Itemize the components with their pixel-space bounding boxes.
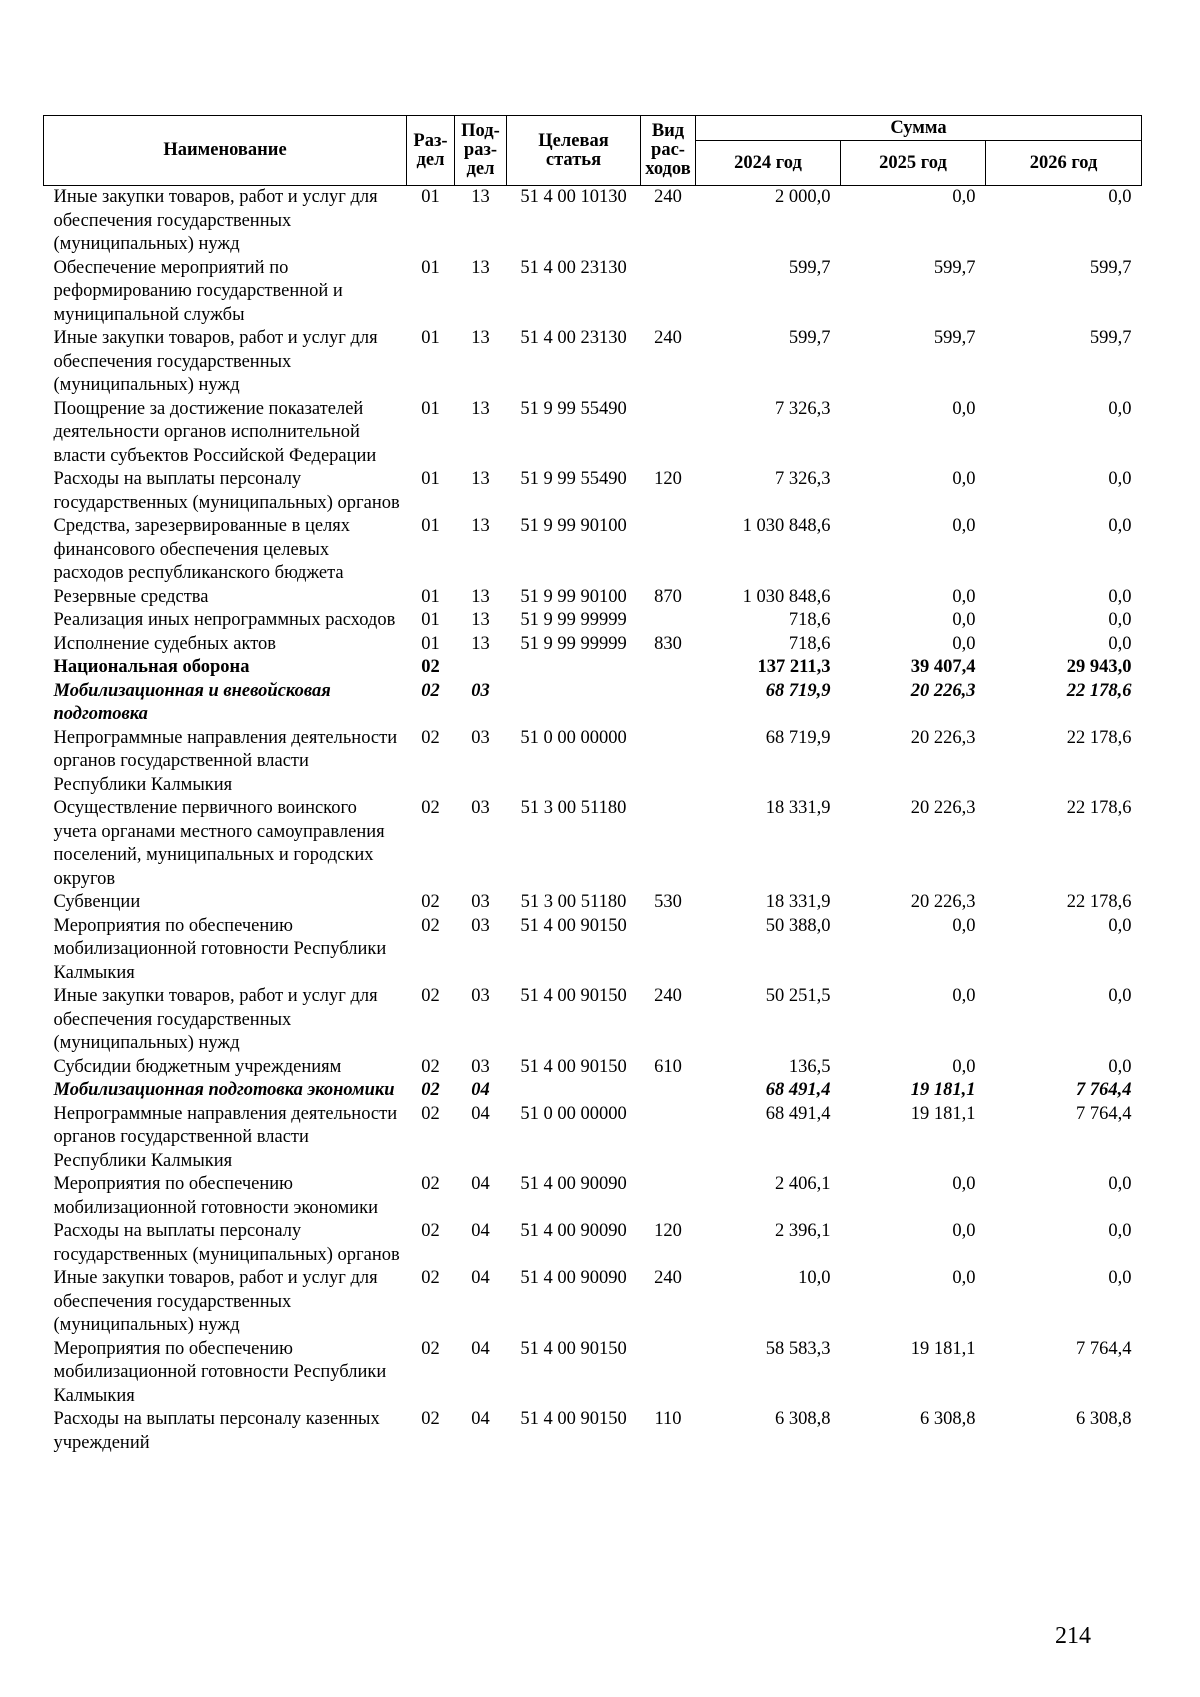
row-target: 51 9 99 99999	[520, 610, 627, 630]
row-sum-2025: 20 226,3	[910, 727, 976, 748]
row-razdel: 02	[421, 986, 440, 1006]
row-podrazdel: 13	[471, 257, 490, 278]
table-row	[44, 1220, 1142, 1267]
row-sum-2024: 58 583,3	[765, 1338, 831, 1359]
row-target: 51 4 00 90150	[520, 1338, 627, 1359]
row-sum-2024: 68 491,4	[765, 1103, 831, 1124]
row-podrazdel: 13	[471, 328, 490, 348]
row-sum-2024: 7 326,3	[775, 398, 831, 419]
table-row	[44, 797, 1142, 891]
row-name: Мероприятия по обеспечению мобилизационной готовности Республики Калмыкия	[53, 915, 387, 983]
header-vid: Вид рас- ходов	[641, 116, 696, 186]
row-sum-2026: 0,0	[1108, 586, 1132, 607]
table-row	[44, 1056, 1142, 1080]
row-vid: 240	[654, 328, 682, 348]
row-podrazdel: 13	[471, 633, 490, 654]
row-sum-2024: 68 719,9	[765, 680, 831, 701]
table-row	[44, 257, 1142, 328]
row-sum-2024: 2 406,1	[775, 1174, 831, 1194]
budget-table	[43, 115, 1142, 1455]
row-vid: 610	[654, 1056, 682, 1077]
row-name: Исполнение судебных актов	[53, 633, 277, 654]
row-target: 51 4 00 23130	[520, 257, 627, 278]
header-target: Целевая статья	[507, 116, 641, 186]
row-podrazdel: 03	[471, 680, 490, 701]
row-target	[507, 1079, 641, 1103]
table-row	[44, 1173, 1142, 1220]
row-vid	[641, 1173, 696, 1220]
page-number: 214	[1055, 1623, 1091, 1649]
row-sum-2026: 7 764,4	[1076, 1103, 1132, 1124]
row-name: Мероприятия по обеспечению мобилизационной готовности Республики Калмыкия	[53, 1338, 387, 1406]
row-name: Средства, зарезервированные в целях финансового обеспечения целевых расходов республиканского бюджета	[53, 516, 351, 583]
table-row	[44, 1103, 1142, 1174]
row-sum-2024: 718,6	[788, 610, 831, 630]
row-sum-2026: 0,0	[1108, 610, 1132, 630]
row-sum-2024: 68 491,4	[765, 1080, 831, 1100]
row-name: Расходы на выплаты персоналу казенных учреждений	[53, 1409, 380, 1453]
row-sum-2026: 0,0	[1108, 986, 1132, 1006]
table-body	[44, 186, 1142, 1456]
table-row	[44, 1408, 1142, 1455]
row-podrazdel: 04	[471, 1080, 490, 1100]
table-row	[44, 1267, 1142, 1338]
row-sum-2026: 22 178,6	[1066, 892, 1132, 912]
row-podrazdel: 03	[471, 798, 490, 818]
row-name: Непрограммные направления деятельности органов государственной власти Республики Калмыкия	[53, 1103, 398, 1171]
row-podrazdel: 04	[471, 1221, 490, 1241]
row-podrazdel: 03	[471, 986, 490, 1006]
row-razdel: 02	[421, 657, 440, 677]
row-vid	[641, 727, 696, 798]
table-row	[44, 609, 1142, 633]
row-sum-2025: 0,0	[952, 1221, 976, 1241]
table-row	[44, 1338, 1142, 1409]
table-row	[44, 633, 1142, 657]
row-sum-2026: 0,0	[1108, 1056, 1132, 1077]
header-2024: 2024 год	[696, 141, 841, 186]
row-sum-2026: 22 178,6	[1066, 727, 1132, 748]
row-name: Субсидии бюджетным учреждениям	[53, 1056, 342, 1077]
row-target: 51 4 00 90150	[520, 915, 627, 936]
row-name: Расходы на выплаты персоналу государственных (муниципальных) органов	[53, 469, 400, 513]
row-razdel: 01	[421, 586, 440, 607]
row-sum-2026: 0,0	[1108, 915, 1132, 936]
row-vid	[641, 1079, 696, 1103]
row-target: 51 4 00 90150	[520, 1409, 627, 1429]
row-vid	[641, 1103, 696, 1174]
row-target: 51 3 00 51180	[520, 892, 627, 912]
row-podrazdel: 13	[471, 516, 490, 536]
row-target: 51 9 99 90100	[520, 586, 627, 607]
row-razdel: 02	[421, 1080, 440, 1100]
row-sum-2026: 0,0	[1108, 398, 1132, 419]
row-name: Расходы на выплаты персоналу государственных (муниципальных) органов	[53, 1221, 400, 1265]
row-sum-2024: 7 326,3	[775, 469, 831, 489]
row-target: 51 4 00 10130	[520, 187, 627, 207]
row-vid: 120	[654, 469, 682, 489]
row-target: 51 0 00 00000	[520, 1103, 627, 1124]
row-sum-2025: 19 181,1	[910, 1103, 976, 1124]
row-vid: 240	[654, 187, 682, 207]
row-vid	[641, 680, 696, 727]
row-sum-2024: 137 211,3	[757, 657, 831, 677]
row-vid: 120	[654, 1221, 682, 1241]
header-sum: Сумма	[696, 116, 1142, 141]
row-sum-2026: 599,7	[1089, 328, 1132, 348]
row-target	[507, 680, 641, 727]
row-podrazdel	[455, 656, 507, 680]
row-razdel: 01	[421, 187, 440, 207]
row-vid	[641, 609, 696, 633]
row-name: Иные закупки товаров, работ и услуг для обеспечения государственных (муниципальных) нужд	[53, 328, 378, 395]
row-name: Мероприятия по обеспечению мобилизационной готовности экономики	[53, 1174, 378, 1218]
row-sum-2024: 599,7	[788, 257, 831, 278]
row-podrazdel: 04	[471, 1103, 490, 1124]
row-target: 51 9 99 90100	[520, 516, 627, 536]
row-sum-2024: 136,5	[788, 1056, 831, 1077]
row-sum-2025: 6 308,8	[920, 1409, 976, 1429]
row-podrazdel: 03	[471, 892, 490, 912]
row-name: Иные закупки товаров, работ и услуг для обеспечения государственных (муниципальных) нужд	[53, 187, 378, 254]
row-sum-2024: 599,7	[788, 328, 831, 348]
row-vid: 240	[654, 1268, 682, 1288]
header-razdel: Раз- дел	[407, 116, 455, 186]
row-razdel: 02	[421, 1174, 440, 1194]
table-row	[44, 915, 1142, 986]
row-sum-2025: 0,0	[952, 1174, 976, 1194]
header-2026: 2026 год	[986, 141, 1142, 186]
row-name: Мобилизационная и вневойсковая подготовка	[53, 680, 331, 724]
row-name: Иные закупки товаров, работ и услуг для обеспечения государственных (муниципальных) нужд	[53, 1268, 378, 1335]
row-razdel: 01	[421, 257, 440, 278]
row-sum-2025: 0,0	[952, 469, 976, 489]
table-row	[44, 985, 1142, 1056]
row-target: 51 0 00 00000	[520, 727, 627, 748]
row-sum-2026: 0,0	[1108, 469, 1132, 489]
table-header	[44, 116, 1142, 186]
row-razdel: 02	[421, 892, 440, 912]
row-name: Мобилизационная подготовка экономики	[53, 1080, 395, 1100]
row-sum-2024: 1 030 848,6	[742, 586, 831, 607]
row-podrazdel: 13	[471, 469, 490, 489]
row-razdel: 02	[421, 727, 440, 748]
row-sum-2025: 599,7	[933, 328, 976, 348]
row-sum-2026: 0,0	[1108, 516, 1132, 536]
row-target: 51 4 00 90090	[520, 1221, 627, 1241]
row-sum-2025: 0,0	[952, 633, 976, 654]
row-razdel: 01	[421, 610, 440, 630]
row-sum-2026: 7 764,4	[1076, 1338, 1132, 1359]
table-row	[44, 186, 1142, 257]
row-name: Национальная оборона	[53, 657, 250, 677]
row-sum-2026: 599,7	[1089, 257, 1132, 278]
row-podrazdel: 13	[471, 398, 490, 419]
row-podrazdel: 04	[471, 1174, 490, 1194]
row-sum-2025: 39 407,4	[910, 657, 976, 677]
row-sum-2024: 50 388,0	[765, 915, 831, 936]
row-target: 51 3 00 51180	[520, 798, 627, 818]
row-podrazdel: 13	[471, 610, 490, 630]
header-name: Наименование	[44, 116, 407, 186]
row-razdel: 02	[421, 1268, 440, 1288]
row-sum-2024: 2 396,1	[775, 1221, 831, 1241]
row-razdel: 02	[421, 1103, 440, 1124]
row-podrazdel: 04	[471, 1338, 490, 1359]
row-sum-2024: 10,0	[798, 1268, 831, 1288]
row-razdel: 02	[421, 1338, 440, 1359]
row-vid	[641, 515, 696, 586]
row-sum-2025: 0,0	[952, 915, 976, 936]
budget-table-container	[43, 115, 1141, 1455]
row-sum-2026: 0,0	[1108, 187, 1132, 207]
row-sum-2025: 19 181,1	[910, 1338, 976, 1359]
row-sum-2025: 0,0	[952, 398, 976, 419]
row-vid: 530	[654, 892, 682, 912]
row-target	[507, 656, 641, 680]
row-podrazdel: 04	[471, 1268, 490, 1288]
row-sum-2025: 599,7	[933, 257, 976, 278]
row-sum-2025: 0,0	[952, 610, 976, 630]
row-razdel: 02	[421, 798, 440, 818]
row-sum-2025: 19 181,1	[910, 1080, 976, 1100]
row-sum-2025: 20 226,3	[910, 892, 976, 912]
header-podrazdel: Под- раз- дел	[455, 116, 507, 186]
row-name: Реализация иных непрограммных расходов	[53, 610, 396, 630]
row-sum-2025: 20 226,3	[910, 798, 976, 818]
row-podrazdel: 03	[471, 727, 490, 748]
row-sum-2024: 718,6	[788, 633, 831, 654]
row-sum-2024: 2 000,0	[775, 187, 831, 207]
row-sum-2024: 18 331,9	[765, 798, 831, 818]
row-razdel: 02	[421, 915, 440, 936]
row-sum-2025: 0,0	[952, 1056, 976, 1077]
row-sum-2025: 0,0	[952, 1268, 976, 1288]
row-vid	[641, 797, 696, 891]
row-sum-2026: 0,0	[1108, 633, 1132, 654]
row-target: 51 4 00 90150	[520, 986, 627, 1006]
row-razdel: 01	[421, 328, 440, 348]
row-sum-2024: 68 719,9	[765, 727, 831, 748]
row-sum-2026: 0,0	[1108, 1174, 1132, 1194]
table-row	[44, 1079, 1142, 1103]
table-row	[44, 727, 1142, 798]
row-razdel: 02	[421, 1409, 440, 1429]
row-name: Субвенции	[53, 892, 141, 912]
row-vid	[641, 257, 696, 328]
table-row	[44, 468, 1142, 515]
row-name: Иные закупки товаров, работ и услуг для обеспечения государственных (муниципальных) нужд	[53, 986, 378, 1053]
row-sum-2025: 0,0	[952, 516, 976, 536]
row-vid: 870	[654, 586, 682, 607]
row-target: 51 4 00 90090	[520, 1174, 627, 1194]
row-name: Непрограммные направления деятельности органов государственной власти Республики Калмыкия	[53, 727, 398, 795]
row-razdel: 01	[421, 633, 440, 654]
table-row	[44, 891, 1142, 915]
row-name: Резервные средства	[53, 586, 209, 607]
row-sum-2024: 6 308,8	[775, 1409, 831, 1429]
row-podrazdel: 13	[471, 187, 490, 207]
row-name: Осуществление первичного воинского учета органами местного самоуправления поселений, муниципальных и городских округов	[53, 798, 385, 889]
row-podrazdel: 04	[471, 1409, 490, 1429]
row-vid	[641, 398, 696, 469]
row-sum-2024: 50 251,5	[765, 986, 831, 1006]
row-sum-2024: 18 331,9	[765, 892, 831, 912]
row-target: 51 4 00 23130	[520, 328, 627, 348]
row-podrazdel: 03	[471, 915, 490, 936]
row-vid: 830	[654, 633, 682, 654]
row-sum-2026: 22 178,6	[1066, 798, 1132, 818]
row-target: 51 4 00 90150	[520, 1056, 627, 1077]
row-name: Поощрение за достижение показателей деятельности органов исполнительной власти субъектов Российской Федерации	[53, 398, 377, 466]
row-razdel: 02	[421, 1056, 440, 1077]
table-row	[44, 680, 1142, 727]
row-sum-2026: 22 178,6	[1066, 680, 1132, 701]
table-row	[44, 586, 1142, 610]
row-sum-2025: 20 226,3	[910, 680, 976, 701]
row-razdel: 02	[421, 1221, 440, 1241]
row-target: 51 9 99 55490	[520, 469, 627, 489]
row-vid	[641, 1338, 696, 1409]
row-razdel: 01	[421, 398, 440, 419]
row-sum-2024: 1 030 848,6	[742, 516, 831, 536]
table-row	[44, 398, 1142, 469]
row-razdel: 02	[421, 680, 440, 701]
table-row	[44, 327, 1142, 398]
row-target: 51 4 00 90090	[520, 1268, 627, 1288]
row-razdel: 01	[421, 516, 440, 536]
row-sum-2026: 6 308,8	[1076, 1409, 1132, 1429]
row-podrazdel: 13	[471, 586, 490, 607]
table-row	[44, 515, 1142, 586]
row-sum-2026: 7 764,4	[1076, 1080, 1132, 1100]
row-vid: 240	[654, 986, 682, 1006]
row-sum-2025: 0,0	[952, 986, 976, 1006]
row-sum-2025: 0,0	[952, 586, 976, 607]
row-sum-2026: 0,0	[1108, 1221, 1132, 1241]
row-vid: 110	[654, 1409, 682, 1429]
row-sum-2026: 0,0	[1108, 1268, 1132, 1288]
header-2025: 2025 год	[841, 141, 986, 186]
row-name: Обеспечение мероприятий по реформированию государственной и муниципальной службы	[53, 257, 343, 325]
row-sum-2025: 0,0	[952, 187, 976, 207]
row-target: 51 9 99 99999	[520, 633, 627, 654]
row-vid	[641, 915, 696, 986]
row-vid	[641, 656, 696, 680]
table-row	[44, 656, 1142, 680]
row-podrazdel: 03	[471, 1056, 490, 1077]
row-razdel: 01	[421, 469, 440, 489]
row-target: 51 9 99 55490	[520, 398, 627, 419]
row-sum-2026: 29 943,0	[1066, 657, 1132, 677]
